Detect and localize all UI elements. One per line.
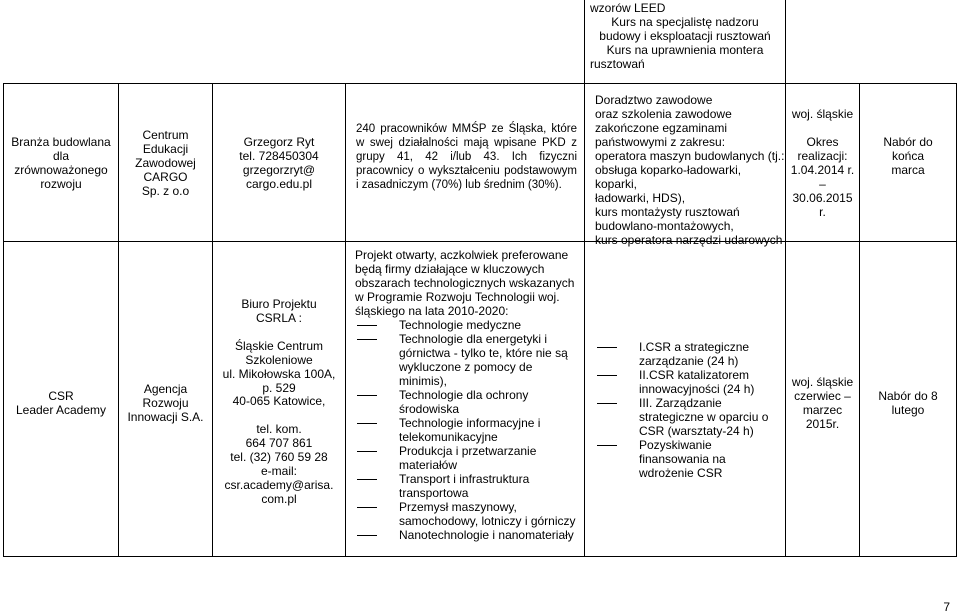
institution-line: Centrum	[142, 128, 189, 142]
contact-line: tel. kom.	[256, 422, 302, 437]
contact-spacer	[214, 326, 344, 340]
grid-line	[785, 83, 786, 557]
contact-line: com.pl	[261, 491, 297, 506]
recruitment-line: Nabór do 8	[878, 389, 938, 403]
contact-line: Śląskie Centrum	[234, 338, 324, 353]
recruitment-line: końca	[891, 149, 925, 163]
contact-spacer	[214, 409, 344, 423]
grid-line	[3, 83, 4, 557]
contact-line: 40-065 Katowice,	[232, 394, 326, 409]
grid-line	[584, 0, 585, 83]
row2-target	[355, 248, 579, 542]
row1-branch	[5, 135, 117, 191]
region-line: woj. śląskie	[791, 375, 854, 389]
list-item: III. Zarządzanie strategiczne w oparciu o CSR (warsztaty-24 h)	[595, 396, 783, 438]
target-text: 240 pracowników MMŚP ze Śląska, które w swej działalności mają wpisane PKD z grupy 41, 42 i/lub 43. Ich fizyczni pracownicy o wykształceniu podstawowym i zasadniczym (70%) lub średnim (30%).	[356, 123, 577, 191]
top-line: Kurs na uprawnienia montera	[606, 43, 764, 57]
contact-line: tel. 728450304	[239, 149, 319, 163]
region-line: 30.06.2015	[792, 191, 853, 205]
list-item: I.CSR a strategiczne zarządzanie (24 h)	[595, 340, 783, 368]
region-line: 1.04.2014 r.	[790, 163, 855, 177]
row2-recruitment	[861, 389, 955, 417]
grid-line	[212, 83, 213, 557]
list-item: Technologie dla energetyki i górnictwa - tylko te, które nie są wykluczone z pomocy de minimis),	[355, 332, 579, 388]
contact-line: CSRLA :	[255, 310, 303, 325]
contact-line: p. 529	[262, 380, 296, 395]
branch-line: CSR	[48, 389, 74, 403]
top-cell	[590, 1, 780, 71]
region-line: czerwiec –	[794, 389, 851, 403]
row1-target	[356, 122, 577, 192]
recruitment-line: lutego	[891, 403, 925, 417]
region-line: r.	[819, 205, 826, 219]
region-line: realizacji:	[797, 149, 848, 163]
list-item: Przemysł maszynowy, samochodowy, lotniczy i górniczy	[355, 500, 579, 528]
contact-line: ul. Mikołowska 100A,	[222, 366, 336, 381]
support-line: operatora maszyn budowlanych (tj.:	[595, 149, 785, 163]
grid-line	[345, 83, 346, 557]
grid-line	[3, 241, 957, 242]
target-list	[355, 318, 579, 542]
branch-line: Leader Academy	[15, 403, 107, 417]
contact-line: cargo.edu.pl	[245, 177, 313, 191]
institution-line: Edukacji	[142, 142, 189, 156]
top-line: budowy i eksploatacji rusztowań	[599, 29, 771, 43]
grid-line	[3, 83, 957, 84]
institution-line: Agencja	[143, 382, 188, 396]
list-item: Technologie informacyjne i telekomunikacyjne	[355, 416, 579, 444]
top-line: rusztowań	[590, 57, 645, 71]
grid-line	[118, 83, 119, 557]
contact-line: tel. (32) 760 59 28	[230, 450, 328, 465]
contact-line: grzegorzryt@	[242, 163, 316, 177]
support-line: państwowymi z zakresu:	[595, 135, 726, 149]
support-line: budowlano-montażowych,	[595, 219, 734, 233]
row1-institution	[120, 128, 211, 198]
target-intro: Projekt otwarty, aczkolwiek preferowane będą firmy działające w kluczowych obszarach technologicznych wskazanych w Programie Rozwoju Technologii woj. śląskiego na lata 2010-2020:	[355, 248, 575, 318]
row1-recruitment	[861, 135, 955, 177]
institution-line: Rozwoju	[142, 396, 189, 410]
list-item: Nanotechnologie i nanomateriały	[355, 528, 579, 542]
list-item: II.CSR katalizatorem innowacyjności (24 h)	[595, 368, 783, 396]
institution-line: Sp. z o.o	[141, 184, 190, 198]
region-line: Okres	[806, 135, 839, 149]
list-item: Transport i infrastruktura transportowa	[355, 472, 579, 500]
branch-line: zrównoważonego	[14, 163, 108, 177]
support-line: ładowarki, HDS),	[595, 191, 686, 205]
region-line: marzec	[802, 403, 843, 417]
region-line: 2015r.	[805, 417, 840, 431]
page-number: 7	[943, 600, 950, 614]
institution-line: CARGO	[143, 170, 188, 184]
support-line: Doradztwo zawodowe	[595, 93, 713, 107]
contact-line: 664 707 861	[245, 436, 313, 451]
row1-support	[595, 93, 785, 247]
contact-line: Szkoleniowe	[245, 352, 313, 367]
institution-line: Innowacji S.A.	[127, 410, 204, 424]
grid-line	[859, 83, 860, 557]
grid-line	[3, 556, 957, 557]
contact-line: Grzegorz Ryt	[243, 135, 315, 149]
contact-line: csr.academy@arisa.	[224, 477, 334, 492]
support-line: oraz szkolenia zawodowe	[595, 107, 732, 121]
support-line: zakończone egzaminami	[595, 121, 728, 135]
branch-line: rozwoju	[40, 177, 82, 191]
institution-line: Zawodowej	[135, 156, 196, 170]
row2-region	[787, 375, 858, 431]
region-spacer	[787, 121, 858, 135]
row1-contact	[214, 135, 344, 191]
support-list	[595, 340, 783, 480]
region-line: woj. śląskie	[791, 107, 854, 121]
contact-line: e-mail:	[260, 464, 297, 479]
top-line: wzorów LEED	[590, 1, 666, 15]
row2-support	[595, 340, 783, 480]
row2-branch	[5, 389, 117, 417]
row2-institution	[120, 382, 211, 424]
grid-line	[956, 83, 957, 557]
list-item: Technologie medyczne	[355, 318, 579, 332]
list-item: Technologie dla ochrony środowiska	[355, 388, 579, 416]
branch-line: dla	[52, 149, 69, 163]
branch-line: Branża budowlana	[11, 135, 111, 149]
support-line: kurs montażysty rusztowań	[595, 205, 740, 219]
contact-line: Biuro Projektu	[241, 297, 317, 311]
row2-contact	[214, 298, 344, 507]
grid-line	[785, 0, 786, 83]
recruitment-line: Nabór do	[883, 135, 933, 149]
row1-region	[787, 107, 858, 219]
support-line: obsługa koparko-ładowarki, koparki,	[595, 163, 742, 191]
support-line: kurs operatora narzędzi udarowych	[595, 233, 783, 247]
grid-line	[584, 83, 585, 557]
recruitment-line: marca	[891, 163, 925, 177]
top-line: Kurs na specjalistę nadzoru	[611, 15, 759, 29]
list-item: Produkcja i przetwarzanie materiałów	[355, 444, 579, 472]
list-item: Pozyskiwanie finansowania na wdrożenie CSR	[595, 438, 783, 480]
region-line: –	[819, 177, 826, 191]
